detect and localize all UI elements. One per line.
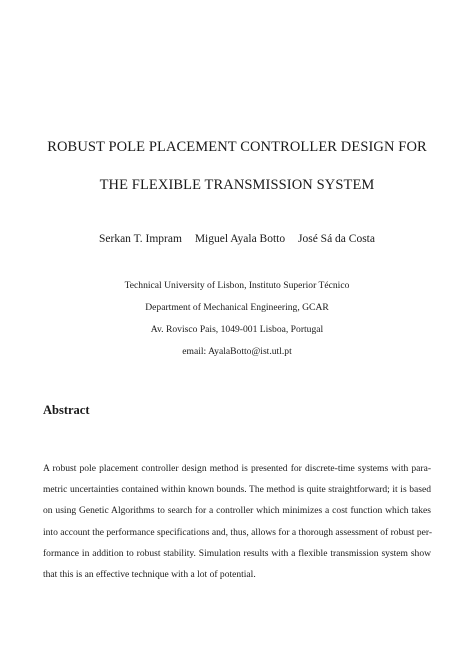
author-list: [0, 233, 474, 245]
affiliation-address: Av. Rovisco Pais, 1049-001 Lisboa, Portugal: [150, 324, 324, 335]
abstract-line: metric uncertainties contained within known bounds. The method is quite straightforward; it is based: [43, 484, 431, 496]
abstract-body: [43, 458, 431, 585]
abstract-heading: Abstract: [43, 403, 90, 417]
abstract-line: into account the performance specifications and, thus, allows for a thorough assessment of robust per-: [43, 526, 432, 538]
author-name: Miguel Ayala Botto: [194, 233, 286, 245]
author-name: José Sá da Costa: [298, 233, 375, 245]
affiliation-email: email: AyalaBotto@ist.utl.pt: [182, 346, 292, 357]
paper-title-line-2: THE FLEXIBLE TRANSMISSION SYSTEM: [99, 177, 375, 193]
abstract-line: on using Genetic Algorithms to search for a controller which minimizes a cost function which takes: [43, 505, 431, 517]
paper-title-line-1: ROBUST POLE PLACEMENT CONTROLLER DESIGN FOR: [47, 139, 427, 155]
affiliation-department: Department of Mechanical Engineering, GCAR: [145, 302, 329, 313]
affiliation-institution: Technical University of Lisbon, Instituto Superior Técnico: [124, 280, 350, 291]
author-name: Serkan T. Impram: [99, 233, 182, 245]
abstract-line: formance in addition to robust stability. Simulation results with a flexible transmission system show: [43, 547, 431, 559]
abstract-line: that this is an effective technique with a lot of potential.: [43, 569, 256, 581]
abstract-line: A robust pole placement controller design method is presented for discrete-time systems with para-: [43, 463, 431, 474]
